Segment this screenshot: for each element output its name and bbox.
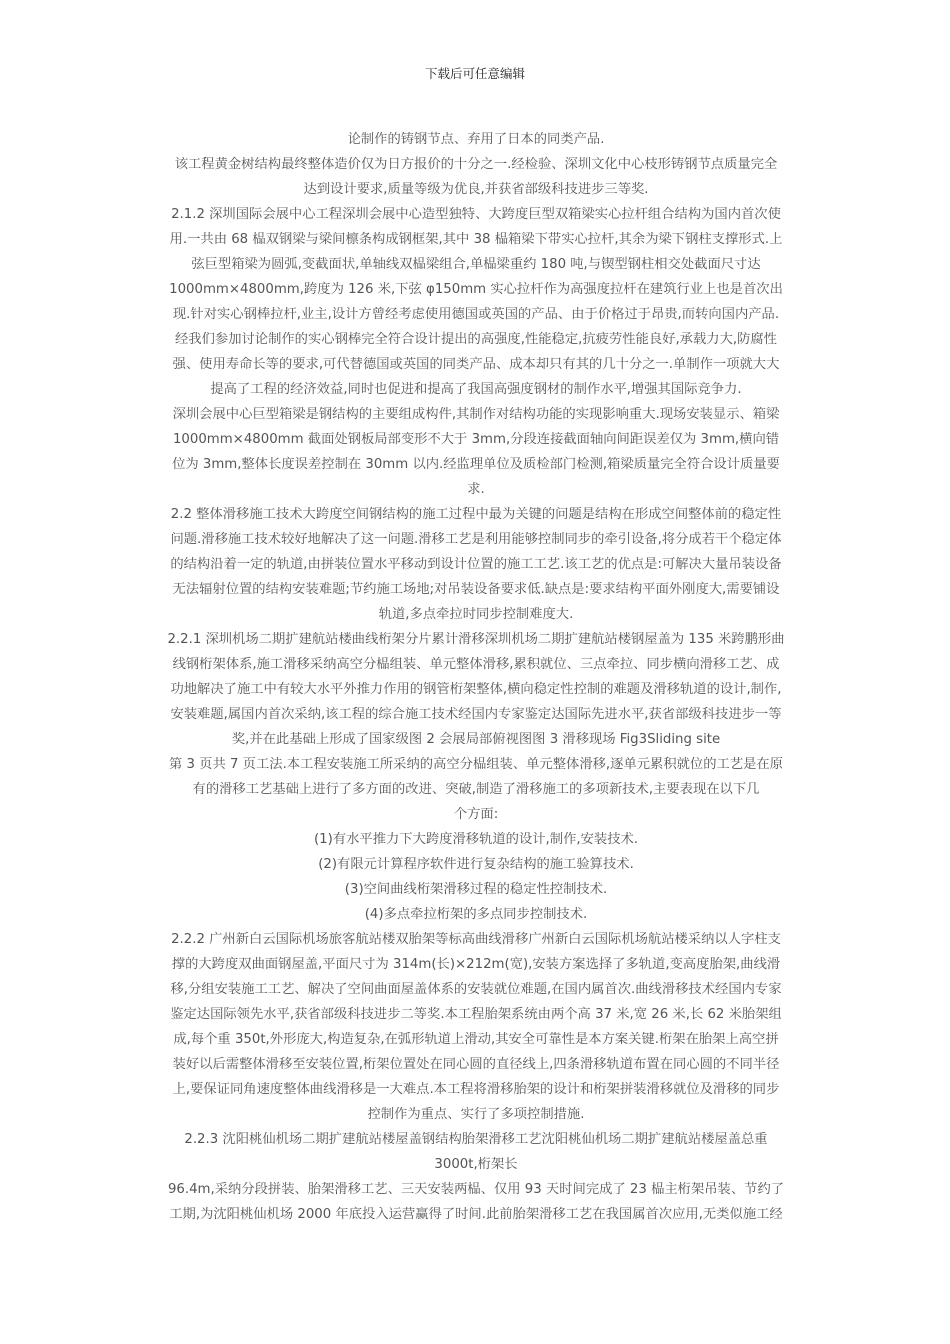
text-line: 工期,为沈阳桃仙机场 2000 年底投入运营赢得了时间.此前胎架滑移工艺在我国属首次应用,无类似施工经 xyxy=(169,1207,783,1222)
text-line: 的结构沿着一定的轨道,由拼装位置水平移动到设计位置的施工工艺.该工艺的优点是:可解决大量吊装设备 xyxy=(170,557,782,572)
text-line: 移,分组安装施工工艺、解决了空间曲面屋盖体系的安装就位难题,在国内属首次.曲线滑移技术经国内专家 xyxy=(170,982,782,997)
text-line: 2.2.3 沈阳桃仙机场二期扩建航站楼屋盖钢结构胎架滑移工艺沈阳桃仙机场二期扩建航站楼屋盖总重 xyxy=(184,1132,768,1147)
text-line: 2.2.2 广州新白云国际机场旅客航站楼双胎架等标高曲线滑移广州新白云国际机场航站楼采纳以人字柱支 xyxy=(171,932,781,947)
paragraph xyxy=(148,152,804,202)
paragraph xyxy=(148,752,804,827)
text-line: 经我们参加讨论制作的实心钢棒完全符合设计提出的高强度,性能稳定,抗疲劳性能良好,承载力大,防腐性 xyxy=(175,332,777,347)
paragraph xyxy=(148,627,804,752)
paragraph xyxy=(148,502,804,627)
text-line: 2.1.2 深圳国际会展中心工程深圳会展中心造型独特、大跨度巨型双箱梁实心拉杆组合结构为国内首次使 xyxy=(171,207,781,222)
text-line: 奖,并在此基础上形成了国家级图 2 会展局部俯视图图 3 滑移现场 Fig3Sliding site xyxy=(231,732,721,747)
text-line: 装好以后需整体滑移至安装位置,桁架位置处在同心圆的直径线上,四条滑移轨道布置在同心圆的不同半径 xyxy=(172,1057,780,1072)
text-line: 位为 3mm,整体长度误差控制在 30mm 以内.经监理单位及质检部门检测,箱梁质量完全符合设计质量要 xyxy=(172,457,780,472)
text-line: (3)空间曲线桁架滑移过程的稳定性控制技术. xyxy=(344,882,608,897)
text-line: 第 3 页共 7 页工法.本工程安装施工所采纳的高空分榀组装、单元整体滑移,逐单元累积就位的工艺是在原 xyxy=(168,757,784,772)
text-line: 96.4m,采纳分段拼装、胎架滑移工艺、三天安装两榀、仅用 93 天时间完成了 23 榀主桁架吊装、节约了 xyxy=(167,1182,785,1197)
text-line: 安装难题,属国内首次采纳,该工程的综合施工技术经国内专家鉴定达国际先进水平,获省部级科技进步一等 xyxy=(170,707,782,722)
text-line: 求. xyxy=(467,482,485,497)
text-line: 问题.滑移施工技术较好地解决了这一问题.滑移工艺是利用能够控制同步的牵引设备,将分成若干个稳定体 xyxy=(170,532,782,547)
text-line: 强、使用寿命长等的要求,可代替德国或英国的同类产品、成本却只有其的几十分之一.单制作一项就大大 xyxy=(172,357,780,372)
paragraph xyxy=(148,827,804,852)
text-line: 提高了工程的经济效益,同时也促进和提高了我国高强度钢材的制作水平,增强其国际竞争力. xyxy=(210,382,742,397)
text-line: 现.针对实心钢棒拉杆,业主,设计方曾经考虑使用德国或英国的产品、由于价格过于昂贵,而转向国内产品. xyxy=(172,307,780,322)
text-line: 成,每个重 350t,外形庞大,构造复杂,在弧形轨道上滑动,其安全可靠性是本方案关键.桁架在胎架上高空拼 xyxy=(173,1032,779,1047)
text-line: 达到设计要求,质量等级为优良,并获省部级科技进步三等奖. xyxy=(303,182,649,197)
paragraph xyxy=(148,402,804,502)
text-line: 有的滑移工艺基础上进行了多方面的改进、突破,制造了滑移施工的多项新技术,主要表现在以下几 xyxy=(192,782,760,797)
text-line: 控制作为重点、实行了多项控制措施. xyxy=(367,1107,585,1122)
paragraph xyxy=(148,927,804,1127)
text-line: 深圳会展中心巨型箱梁是钢结构的主要组成构件,其制作对结构功能的实现影响重大.现场安装显示、箱梁 xyxy=(172,407,780,422)
text-line: 2.2 整体滑移施工技术大跨度空间钢结构的施工过程中最为关键的问题是结构在形成空间整体前的稳定性 xyxy=(170,507,782,522)
text-line: 1000mm×4800mm,跨度为 126 米,下弦 φ150mm 实心拉杆作为高强度拉杆在建筑行业上也是首次出 xyxy=(169,282,783,297)
page-header: 下载后可任意编辑 xyxy=(424,66,525,81)
text-line: 2.2.1 深圳机场二期扩建航站楼曲线桁架分片累计滑移深圳机场二期扩建航站楼钢屋盖为 135 米跨鹏形曲 xyxy=(167,632,785,647)
text-line: 3000t,桁架长 xyxy=(434,1157,518,1172)
text-line: 线钢桁架体系,施工滑移采纳高空分榀组装、单元整体滑移,累积就位、三点牵拉、同步横向滑移工艺、成 xyxy=(172,657,780,672)
text-line: (1)有水平推力下大跨度滑移轨道的设计,制作,安装技术. xyxy=(313,832,639,847)
text-line: 功地解决了施工中有较大水平外推力作用的钢管桁架整体,横向稳定性控制的难题及滑移轨道的设计,制作, xyxy=(170,682,782,697)
text-line: 论制作的铸钢节点、弃用了日本的同类产品. xyxy=(347,132,605,147)
paragraph xyxy=(148,852,804,877)
text-line: 鉴定达国际领先水平,获省部级科技进步二等奖.本工程胎架系统由两个高 37 米,宽 26 米,长 62 米胎架组 xyxy=(170,1007,782,1022)
text-line: 该工程黄金树结构最终整体造价仅为日方报价的十分之一.经检验、深圳文化中心枝形铸钢节点质量完全 xyxy=(174,157,778,172)
paragraph xyxy=(148,127,804,152)
text-line: (2)有限元计算程序软件进行复杂结构的施工验算技术. xyxy=(318,857,634,872)
text-line: 轨道,多点牵拉时同步控制难度大. xyxy=(378,607,574,622)
paragraph xyxy=(148,1127,804,1177)
text-line: 上,要保证同角速度整体曲线滑移是一大难点.本工程将滑移胎架的设计和桁架拼装滑移就位及滑移的同步 xyxy=(172,1082,780,1097)
text-line: 1000mm×4800mm 截面处钢板局部变形不大于 3mm,分段连接截面轴向间距误差仅为 3mm,横向错 xyxy=(172,432,780,447)
text-line: 用.一共由 68 榀双钢梁与梁间檩条构成钢框架,其中 38 榀箱梁下带实心拉杆,其余为梁下钢柱支撑形式.上 xyxy=(169,232,783,247)
paragraph xyxy=(148,877,804,902)
document-body xyxy=(148,127,804,1227)
paragraph xyxy=(148,1177,804,1227)
text-line: 弦巨型箱梁为圆弧,变截面状,单轴线双榀梁组合,单榀梁重约 180 吨,与锲型钢柱相交处截面尺寸达 xyxy=(191,257,761,272)
text-line: 撑的大跨度双曲面钢屋盖,平面尺寸为 314m(长)×212m(宽),安装方案选择了多轨道,变高度胎架,曲线滑 xyxy=(171,957,781,972)
text-line: 无法辐射位置的结构安装难题;节约施工场地;对吊装设备要求低.缺点是:要求结构平面外刚度大,需要铺设 xyxy=(172,582,780,597)
paragraph xyxy=(148,902,804,927)
text-line: 个方面: xyxy=(453,807,499,822)
text-line: (4)多点牵拉桁架的多点同步控制技术. xyxy=(364,907,588,922)
paragraph xyxy=(148,202,804,402)
